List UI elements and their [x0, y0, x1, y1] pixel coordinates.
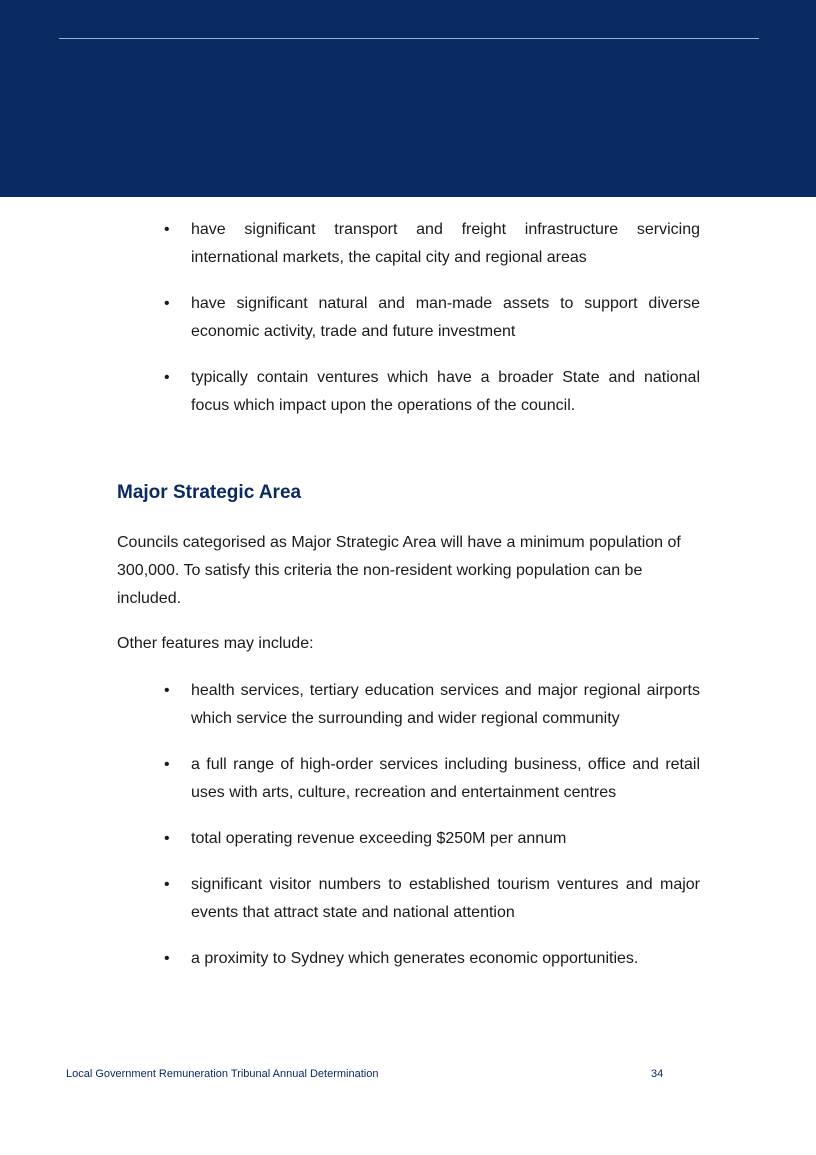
list-item: [162, 751, 700, 807]
bullet-icon: •: [164, 369, 170, 386]
bullet-icon: •: [164, 876, 170, 893]
header-band: [0, 0, 816, 197]
bullet-icon: •: [164, 221, 170, 238]
other-features-label: Other features may include:: [117, 635, 314, 652]
bullet-icon: •: [164, 295, 170, 312]
list-item-text: typically contain ventures which have a broader State and national focus which impact upon the operations of the council.: [191, 369, 700, 414]
section-heading: Major Strategic Area: [117, 482, 302, 503]
list-item: [162, 825, 700, 853]
list-item: [162, 871, 700, 927]
list-item-text: a full range of high-order services including business, office and retail uses with arts, culture, recreation and entertainment centres: [191, 756, 700, 801]
header-rule: [59, 38, 759, 39]
features-bullet-list: [162, 677, 700, 991]
list-item-text: significant visitor numbers to established tourism ventures and major events that attract state and national attention: [191, 876, 700, 921]
bullet-icon: •: [164, 756, 170, 773]
list-item-text: health services, tertiary education services and major regional airports which service the surrounding and wider regional community: [191, 682, 700, 727]
list-item: [162, 364, 700, 420]
list-item-text: total operating revenue exceeding $250M per annum: [191, 830, 567, 847]
bullet-icon: •: [164, 682, 170, 699]
list-item: [162, 677, 700, 733]
list-item-text: a proximity to Sydney which generates economic opportunities.: [191, 950, 639, 967]
list-item: [162, 945, 700, 973]
page-number: 34: [651, 1068, 664, 1080]
list-item-text: have significant natural and man-made assets to support diverse economic activity, trade and future investment: [191, 295, 700, 340]
list-item: [162, 216, 700, 272]
list-item: [162, 290, 700, 346]
bullet-icon: •: [164, 830, 170, 847]
footer-title: Local Government Remuneration Tribunal Annual Determination: [66, 1068, 379, 1080]
list-item-text: have significant transport and freight infrastructure servicing international markets, the capital city and regional areas: [191, 221, 700, 266]
bullet-icon: •: [164, 950, 170, 967]
section-intro: Councils categorised as Major Strategic Area will have a minimum population of 300,000. To satisfy this criteria the non-resident working population can be included.: [117, 534, 681, 607]
top-bullet-list: [162, 216, 700, 438]
